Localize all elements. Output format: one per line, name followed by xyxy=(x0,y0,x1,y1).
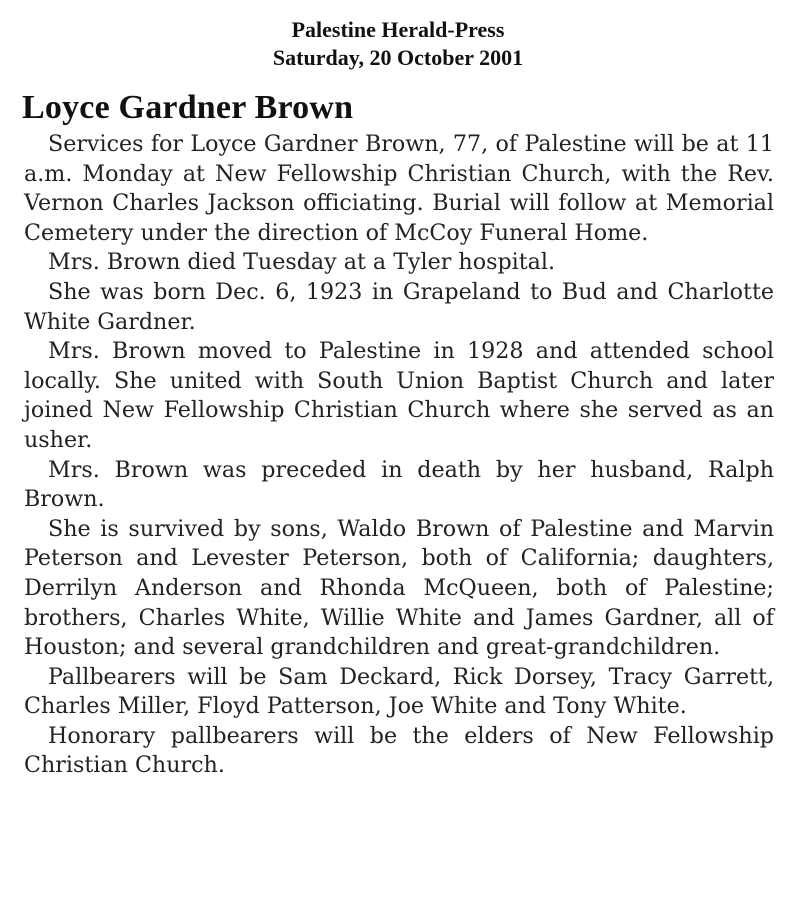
paragraph-survivors: She is survived by sons, Waldo Brown of Palestine and Marvin Peterson and Levester Peterson, both of California; daughters, Derrilyn Anderson and Rhonda McQueen, both of Palestine; brothers, Charles White, Willie White and James Gardner, all of Houston; and several grandchildren and great-grandchildren. xyxy=(24,515,774,661)
obituary-headline: Loyce Gardner Brown xyxy=(22,89,354,126)
paragraph-services: Services for Loyce Gardner Brown, 77, of Palestine will be at 11 a.m. Monday at New Fellowship Christian Church, with the Rev. Vernon Charles Jackson officiating. Burial will follow at Memorial Cemetery under the direction of McCoy Funeral Home. xyxy=(24,131,774,246)
paragraph-birth: She was born Dec. 6, 1923 in Grapeland to Bud and Charlotte White Gardner. xyxy=(24,278,774,335)
newspaper-name: Palestine Herald-Press xyxy=(291,17,505,42)
publication-date: Saturday, 20 October 2001 xyxy=(272,45,524,70)
paragraph-death: Mrs. Brown died Tuesday at a Tyler hospital. xyxy=(48,249,556,276)
paragraph-pallbearers: Pallbearers will be Sam Deckard, Rick Dorsey, Tracy Garrett, Charles Miller, Floyd Patterson, Joe White and Tony White. xyxy=(24,663,774,720)
paragraph-life: Mrs. Brown moved to Palestine in 1928 and attended school locally. She united with South Union Baptist Church and later joined New Fellowship Christian Church where she served as an usher. xyxy=(24,338,774,453)
paragraph-honorary-pallbearers: Honorary pallbearers will be the elders of New Fellowship Christian Church. xyxy=(24,722,774,779)
paragraph-preceded: Mrs. Brown was preceded in death by her husband, Ralph Brown. xyxy=(24,456,774,513)
obituary-body xyxy=(24,130,774,781)
